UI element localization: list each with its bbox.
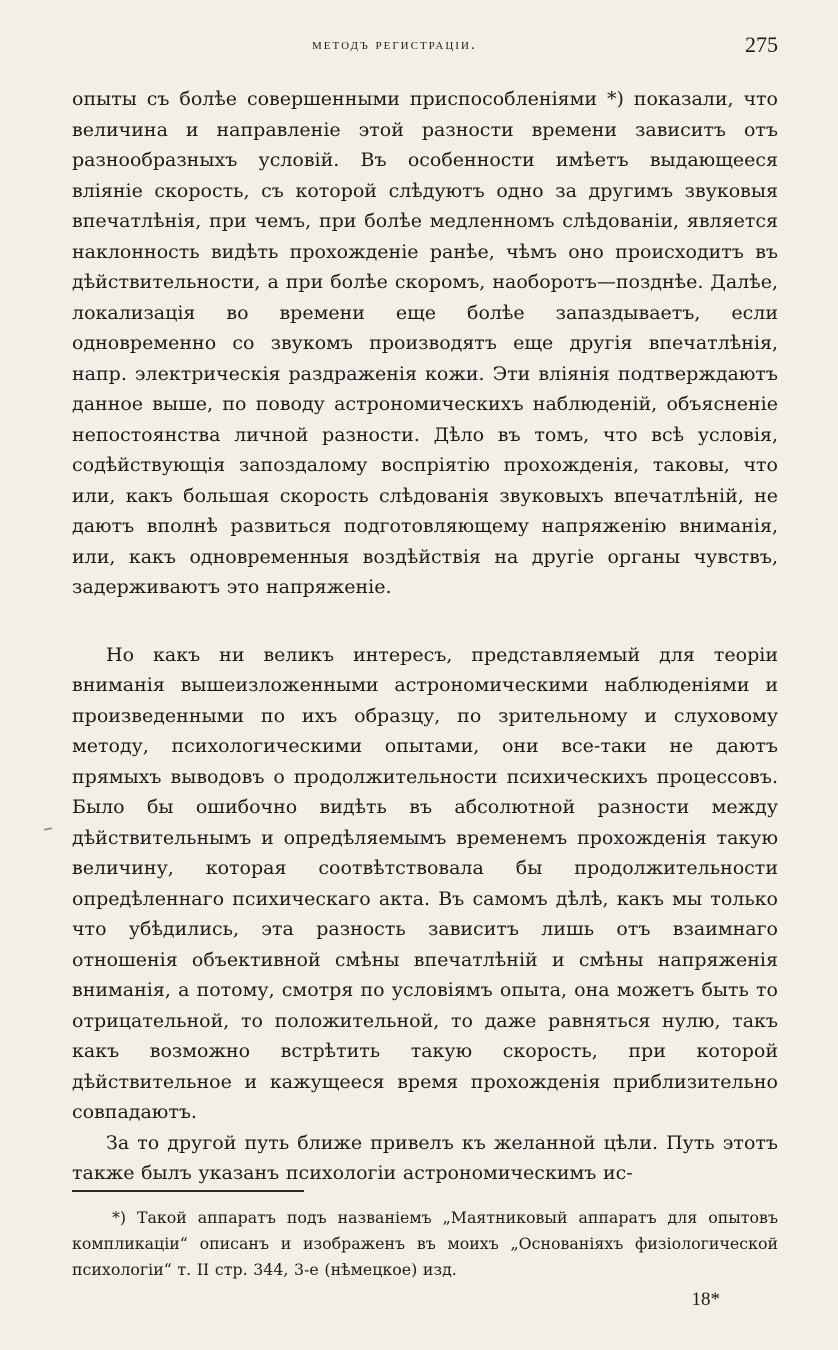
running-title: методъ регистраціи. [312,37,477,53]
footnotes [72,1205,778,1283]
signature-mark: 18* [691,1289,720,1310]
main-text [72,84,778,1189]
paragraph-3: За то другой путь ближе привелъ къ желанной цѣли. Путь этотъ также былъ указанъ психологіи астрономическимъ ис- [72,1131,778,1184]
page-number: 275 [745,32,778,57]
paragraph-1: опыты съ болѣе совершенными приспособленіями *) показали, что величина и направленіе этой разности времени зависитъ отъ разнообразныхъ условій. Въ особенности имѣетъ выдающееся вліяніе скорость, съ которой слѣдуютъ одно за другимъ звуковыя впечатлѣнія, при чемъ, при болѣе медленномъ слѣдованіи, является наклонность видѣть прохожденіе ранѣе, чѣмъ оно происходитъ въ дѣйствительности, а при болѣе скоромъ, наоборотъ—позднѣе. Далѣе, локализація во времени еще болѣе запаздываетъ, если одновременно со звукомъ производятъ еще другія впечатлѣнія, напр. электрическія раздраженія кожи. Эти вліянія подтверждаютъ данное выше, по поводу астрономическихъ наблюденій, объясненіе непостоянства личной разности. Дѣло въ томъ, что всѣ условія, содѣйствующія запоздалому воспріятію прохожденія, таковы, что или, какъ большая скорость слѣдованія звуковыхъ впечатлѣній, не даютъ вполнѣ развиться подготовляющему напряженію вниманія, или, какъ одновременныя воздѣйствія на другіе органы чувствъ, задерживаютъ это напряженіе. [72,88,778,598]
footnote-rule [72,1190,304,1192]
running-head [60,30,778,64]
footnote-1: *) Такой аппаратъ подъ названіемъ „Маятниковый аппаратъ для опытовъ компликаціи“ описанъ и изображенъ въ моихъ „Основаніяхъ физіологической психологіи“ т. II стр. 344, 3-е (нѣмецкое) изд. [72,1208,778,1279]
margin-mark [44,827,52,831]
paragraph-2: Но какъ ни великъ интересъ, представляемый для теоріи вниманія вышеизложенными астрономическими наблюденіями и произведенными по ихъ образцу, по зрительному и слуховому методу, психологическими опытами, они все-таки не даютъ прямыхъ выводовъ о продолжительности психическихъ процессовъ. Было бы ошибочно видѣть въ абсолютной разности между дѣйствительнымъ и опредѣляемымъ временемъ прохожденія такую величину, которая соотвѣтствовала бы продолжительности опредѣленнаго психическаго акта. Въ самомъ дѣлѣ, какъ мы только что убѣдились, эта разность зависитъ лишь отъ взаимнаго отношенія объективной смѣны впечатлѣній и смѣны напряженія вниманія, а потому, смотря по условіямъ опыта, она можетъ быть то отрицательной, то положительной, то даже равняться нулю, такъ какъ возможно встрѣтить такую скорость, при которой дѣйствительное и кажущееся время прохожденія приблизительно совпадаютъ. [72,643,778,1123]
